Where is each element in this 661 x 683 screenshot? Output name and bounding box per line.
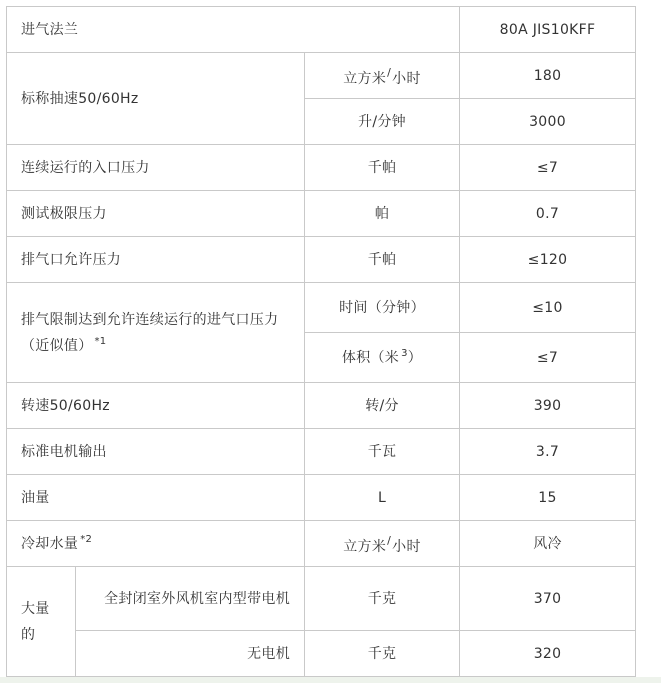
mass-value-2: 320 — [460, 631, 636, 677]
row-motor-output — [7, 429, 636, 475]
rotation-speed-label: 转速50/60Hz — [7, 383, 305, 429]
mass-sub-label-1: 全封闭室外风机室内型带电机 — [76, 567, 305, 631]
unit-part: ） — [407, 349, 423, 366]
inlet-flange-value: 80A JIS10KFF — [460, 7, 636, 53]
exhaust-limit-text: 排气限制达到允许连续运行的进气口压力（近似值） — [21, 311, 279, 354]
row-rotation-speed — [7, 383, 636, 429]
bottom-strip — [0, 677, 661, 683]
unit-part: 小时 — [392, 70, 421, 87]
ultimate-pressure-unit: 帕 — [305, 191, 460, 237]
mass-unit-2: 千克 — [305, 631, 460, 677]
oil-volume-value: 15 — [460, 475, 636, 521]
oil-volume-label: 油量 — [7, 475, 305, 521]
footnote-mark: *1 — [94, 335, 107, 347]
exhaust-pressure-unit: 千帕 — [305, 237, 460, 283]
unit-superscript: 3 — [401, 347, 408, 359]
exhaust-pressure-label: 排气口允许压力 — [7, 237, 305, 283]
row-ultimate-pressure — [7, 191, 636, 237]
rated-speed-value-1: 180 — [460, 53, 636, 99]
row-oil-volume — [7, 475, 636, 521]
exhaust-limit-unit-2 — [305, 333, 460, 383]
unit-part: 小时 — [392, 538, 421, 555]
row-rated-speed-1 — [7, 53, 636, 99]
continuous-inlet-pressure-unit: 千帕 — [305, 145, 460, 191]
mass-label: 大量的 — [7, 567, 76, 677]
cooling-water-value: 风冷 — [460, 521, 636, 567]
ultimate-pressure-value: 0.7 — [460, 191, 636, 237]
continuous-inlet-pressure-value: ≤7 — [460, 145, 636, 191]
exhaust-pressure-value: ≤120 — [460, 237, 636, 283]
motor-output-label: 标准电机输出 — [7, 429, 305, 475]
row-cooling-water — [7, 521, 636, 567]
motor-output-unit: 千瓦 — [305, 429, 460, 475]
oil-volume-unit: L — [305, 475, 460, 521]
slash-glyph: / — [387, 65, 392, 79]
inlet-flange-label: 进气法兰 — [7, 7, 460, 53]
rotation-speed-value: 390 — [460, 383, 636, 429]
unit-part: 立方米 — [343, 70, 387, 87]
slash-glyph: / — [387, 533, 392, 547]
motor-output-value: 3.7 — [460, 429, 636, 475]
row-exhaust-limit-1 — [7, 283, 636, 333]
exhaust-limit-value-2: ≤7 — [460, 333, 636, 383]
unit-part: 立方米 — [343, 538, 387, 555]
spec-table — [6, 6, 636, 677]
mass-value-1: 370 — [460, 567, 636, 631]
cooling-water-unit — [305, 521, 460, 567]
continuous-inlet-pressure-label: 连续运行的入口压力 — [7, 145, 305, 191]
ultimate-pressure-label: 测试极限压力 — [7, 191, 305, 237]
row-inlet-flange — [7, 7, 636, 53]
rated-speed-unit-2: 升/分钟 — [305, 99, 460, 145]
exhaust-limit-label — [7, 283, 305, 383]
mass-sub-label-2: 无电机 — [76, 631, 305, 677]
rated-speed-value-2: 3000 — [460, 99, 636, 145]
rated-speed-unit-1 — [305, 53, 460, 99]
rated-speed-label: 标称抽速50/60Hz — [7, 53, 305, 145]
footnote-mark: *2 — [80, 533, 93, 545]
row-continuous-inlet-pressure — [7, 145, 636, 191]
exhaust-limit-unit-1: 时间（分钟） — [305, 283, 460, 333]
row-mass-2 — [7, 631, 636, 677]
row-exhaust-pressure — [7, 237, 636, 283]
exhaust-limit-value-1: ≤10 — [460, 283, 636, 333]
cooling-water-text: 冷却水量 — [21, 535, 79, 552]
cooling-water-label — [7, 521, 305, 567]
row-mass-1 — [7, 567, 636, 631]
unit-part: 体积（米 — [341, 349, 400, 366]
rotation-speed-unit: 转/分 — [305, 383, 460, 429]
mass-unit-1: 千克 — [305, 567, 460, 631]
